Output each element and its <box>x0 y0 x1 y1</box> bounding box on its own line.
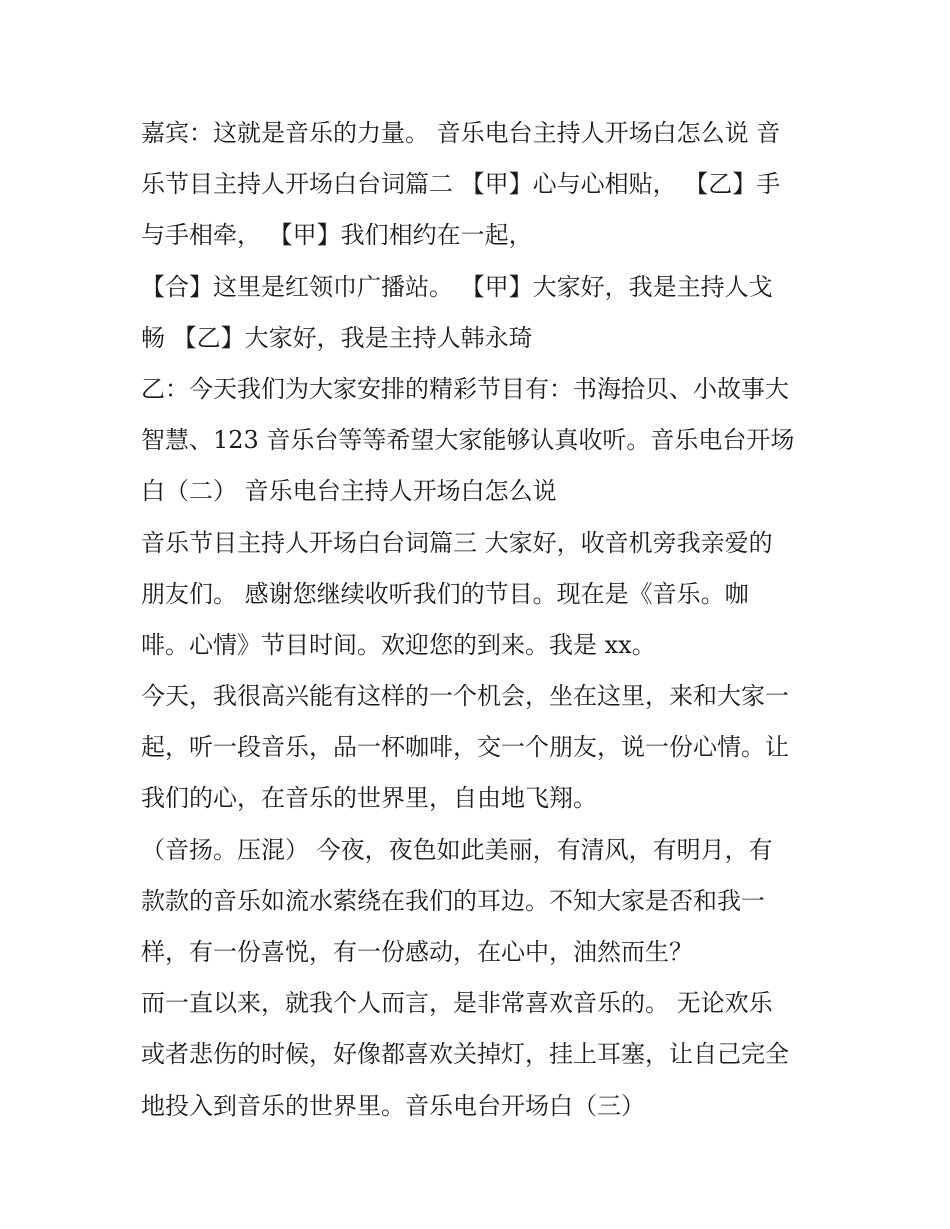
text-line: 我们的心，在音乐的世界里，自由地飞翔。 <box>141 784 597 813</box>
text-line: 款款的音乐如流水萦绕在我们的耳边。不知大家是否和我一 <box>141 886 765 915</box>
text-line: 朋友们。 感谢您继续收听我们的节目。现在是《音乐。咖 <box>141 579 749 608</box>
text-line: 【合】这里是红领巾广播站。 【甲】大家好，我是主持人戈 <box>141 272 773 301</box>
text-line: 白（二） 音乐电台主持人开场白怎么说 <box>141 477 557 506</box>
text-line: 与手相牵， 【甲】我们相约在一起， <box>141 221 533 250</box>
text-line: 样，有一份喜悦，有一份感动，在心中，油然而生？ <box>141 938 693 966</box>
text-line: 乐节目主持人开场白台词篇二 【甲】心与心相贴， 【乙】手 <box>141 170 781 199</box>
text-line: 而一直以来，就我个人而言，是非常喜欢音乐的。 无论欢乐 <box>141 989 773 1018</box>
document-body <box>141 108 821 1132</box>
text-line: 嘉宾：这就是音乐的力量。 音乐电台主持人开场白怎么说 音 <box>141 119 781 147</box>
text-line: 啡。心情》节目时间。欢迎您的到来。我是 xx。 <box>141 630 656 659</box>
text-line: 乙：今天我们为大家安排的精彩节目有：书海拾贝、小故事大 <box>141 374 789 403</box>
text-line: 畅 【乙】大家好，我是主持人韩永琦 <box>141 323 533 352</box>
text-line: （音扬。压混） 今夜，夜色如此美丽，有清风，有明月，有 <box>141 835 773 864</box>
text-line: 起，听一段音乐，品一杯咖啡，交一个朋友，说一份心情。让 <box>141 733 789 762</box>
text-line: 或者悲伤的时候，好像都喜欢关掉灯，挂上耳塞，让自己完全 <box>141 1040 789 1069</box>
text-line: 音乐节目主持人开场白台词篇三 大家好，收音机旁我亲爱的 <box>141 528 773 557</box>
text-line: 地投入到音乐的世界里。音乐电台开场白（三） <box>141 1091 645 1120</box>
text-line: 智慧、123 音乐台等等希望大家能够认真收听。音乐电台开场 <box>141 426 795 455</box>
text-line: 今天，我很高兴能有这样的一个机会，坐在这里，来和大家一 <box>141 682 789 711</box>
